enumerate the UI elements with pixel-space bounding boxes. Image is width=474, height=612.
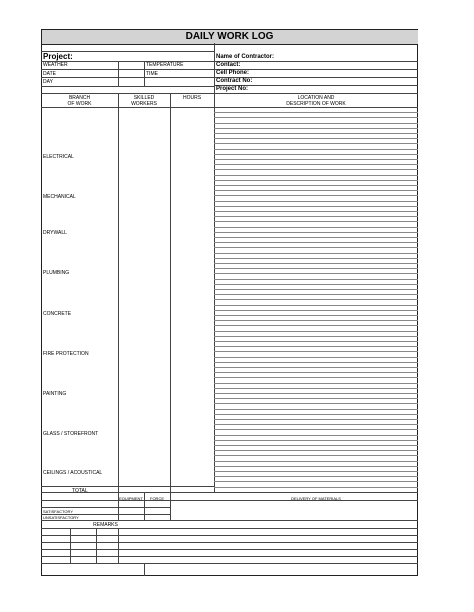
description-rule-line xyxy=(214,388,418,389)
description-rule-line xyxy=(214,195,418,196)
day-label: DAY xyxy=(43,79,53,85)
description-rule-line xyxy=(214,143,418,144)
description-rule-line xyxy=(214,362,418,363)
description-rule-line xyxy=(214,357,418,358)
description-rule-line xyxy=(214,487,418,488)
description-rule-line xyxy=(214,221,418,222)
branch-ceilings-acoustical: CEILINGS / ACOUSTICAL xyxy=(43,470,103,476)
description-rule-line xyxy=(214,481,418,482)
description-rule-line xyxy=(214,201,418,202)
description-rule-line xyxy=(214,325,418,326)
description-rule-line xyxy=(214,435,418,436)
branch-plumbing: PLUMBING xyxy=(43,270,70,276)
description-rule-line xyxy=(214,242,418,243)
contractor-name-label: Name of Contractor: xyxy=(216,54,275,60)
contract-no-label: Contract No: xyxy=(216,78,253,84)
description-rule-line xyxy=(214,414,418,415)
temperature-label: TEMPERATURE xyxy=(146,62,184,68)
description-rule-line xyxy=(214,450,418,451)
branch-drywall: DRYWALL xyxy=(43,230,67,236)
branch-fire-protection: FIRE PROTECTION xyxy=(43,351,89,357)
page-title: DAILY WORK LOG xyxy=(185,30,274,42)
description-rule-line xyxy=(214,289,418,290)
description-rule-line xyxy=(214,315,418,316)
description-rule-line xyxy=(214,211,418,212)
description-rule-line xyxy=(214,336,418,337)
description-rule-line xyxy=(214,237,418,238)
description-rule-line xyxy=(214,253,418,254)
branch-painting: PAINTING xyxy=(43,391,67,397)
title-bar xyxy=(42,30,418,45)
description-rule-line xyxy=(214,377,418,378)
description-rule-line xyxy=(214,164,418,165)
description-rule-line xyxy=(214,123,418,124)
description-rule-line xyxy=(214,268,418,269)
column-header-branch: BRANCH OF WORK xyxy=(67,95,92,107)
description-rule-line xyxy=(214,372,418,373)
description-rule-line xyxy=(214,294,418,295)
description-rule-line xyxy=(214,310,418,311)
column-header-location: LOCATION AND DESCRIPTION OF WORK xyxy=(286,95,346,107)
description-rule-line xyxy=(214,393,418,394)
description-rule-line xyxy=(214,263,418,264)
branch-concrete: CONCRETE xyxy=(43,311,72,317)
description-rule-line xyxy=(214,403,418,404)
description-rule-line xyxy=(214,227,418,228)
description-rule-line xyxy=(214,258,418,259)
description-rule-line xyxy=(214,169,418,170)
description-rule-line xyxy=(214,445,418,446)
description-rule-line xyxy=(214,149,418,150)
description-rule-line xyxy=(214,471,418,472)
cell-phone-label: Cell Phone: xyxy=(216,70,250,76)
description-rule-line xyxy=(214,424,418,425)
description-rule-line xyxy=(214,341,418,342)
equipment-label: EQUIPMENT xyxy=(119,496,143,501)
description-rule-line xyxy=(214,112,418,113)
description-rule-line xyxy=(214,409,418,410)
description-rule-line xyxy=(214,206,418,207)
contact-label: Contact: xyxy=(216,62,241,68)
branch-glass-storefront: GLASS / STOREFRONT xyxy=(43,431,99,437)
remarks-label: REMARKS xyxy=(93,522,118,528)
description-rule-line xyxy=(214,175,418,176)
description-rule-line xyxy=(214,190,418,191)
description-rule-line xyxy=(214,284,418,285)
column-header-skilled-workers: SKILLED WORKERS xyxy=(131,95,157,107)
description-rule-line xyxy=(214,299,418,300)
description-rule-line xyxy=(214,346,418,347)
description-rule-line xyxy=(214,331,418,332)
description-rule-line xyxy=(214,419,418,420)
description-rule-line xyxy=(214,247,418,248)
description-rule-line xyxy=(214,476,418,477)
description-rule-line xyxy=(214,138,418,139)
description-rule-line xyxy=(214,154,418,155)
description-rule-line xyxy=(214,180,418,181)
description-rule-line xyxy=(214,455,418,456)
description-rule-line xyxy=(214,440,418,441)
description-rule-line xyxy=(214,133,418,134)
project-label: Project: xyxy=(43,52,73,61)
satisfactory-label: SATISFACTORY xyxy=(43,509,74,514)
description-rule-line xyxy=(214,305,418,306)
total-label: TOTAL xyxy=(72,488,88,494)
column-header-hours: HOURS xyxy=(182,95,202,101)
description-rule-line xyxy=(214,383,418,384)
description-rule-line xyxy=(214,351,418,352)
description-rule-line xyxy=(214,128,418,129)
branch-mechanical: MECHANICAL xyxy=(43,194,76,200)
form-frame xyxy=(41,29,418,576)
description-rule-line xyxy=(214,185,418,186)
weather-label: WEATHER xyxy=(43,62,68,68)
description-rule-line xyxy=(214,466,418,467)
description-rule-line xyxy=(214,273,418,274)
branch-electrical: ELECTRICAL xyxy=(43,154,74,160)
unsatisfactory-label: UNSATISFACTORY xyxy=(43,515,79,520)
description-rule-line xyxy=(214,216,418,217)
delivery-label: DELIVERY OF MATERIALS xyxy=(291,496,341,501)
description-rule-line xyxy=(214,461,418,462)
time-label: TIME xyxy=(146,71,158,77)
description-rule-line xyxy=(214,320,418,321)
description-rule-line xyxy=(214,232,418,233)
description-rule-line xyxy=(214,367,418,368)
description-rule-line xyxy=(214,117,418,118)
date-label: DATE xyxy=(43,71,56,77)
force-label: FORCE xyxy=(150,496,164,501)
description-rule-line xyxy=(214,159,418,160)
project-no-label: Project No: xyxy=(216,86,249,92)
description-rule-line xyxy=(214,429,418,430)
description-rule-line xyxy=(214,279,418,280)
description-rule-line xyxy=(214,398,418,399)
